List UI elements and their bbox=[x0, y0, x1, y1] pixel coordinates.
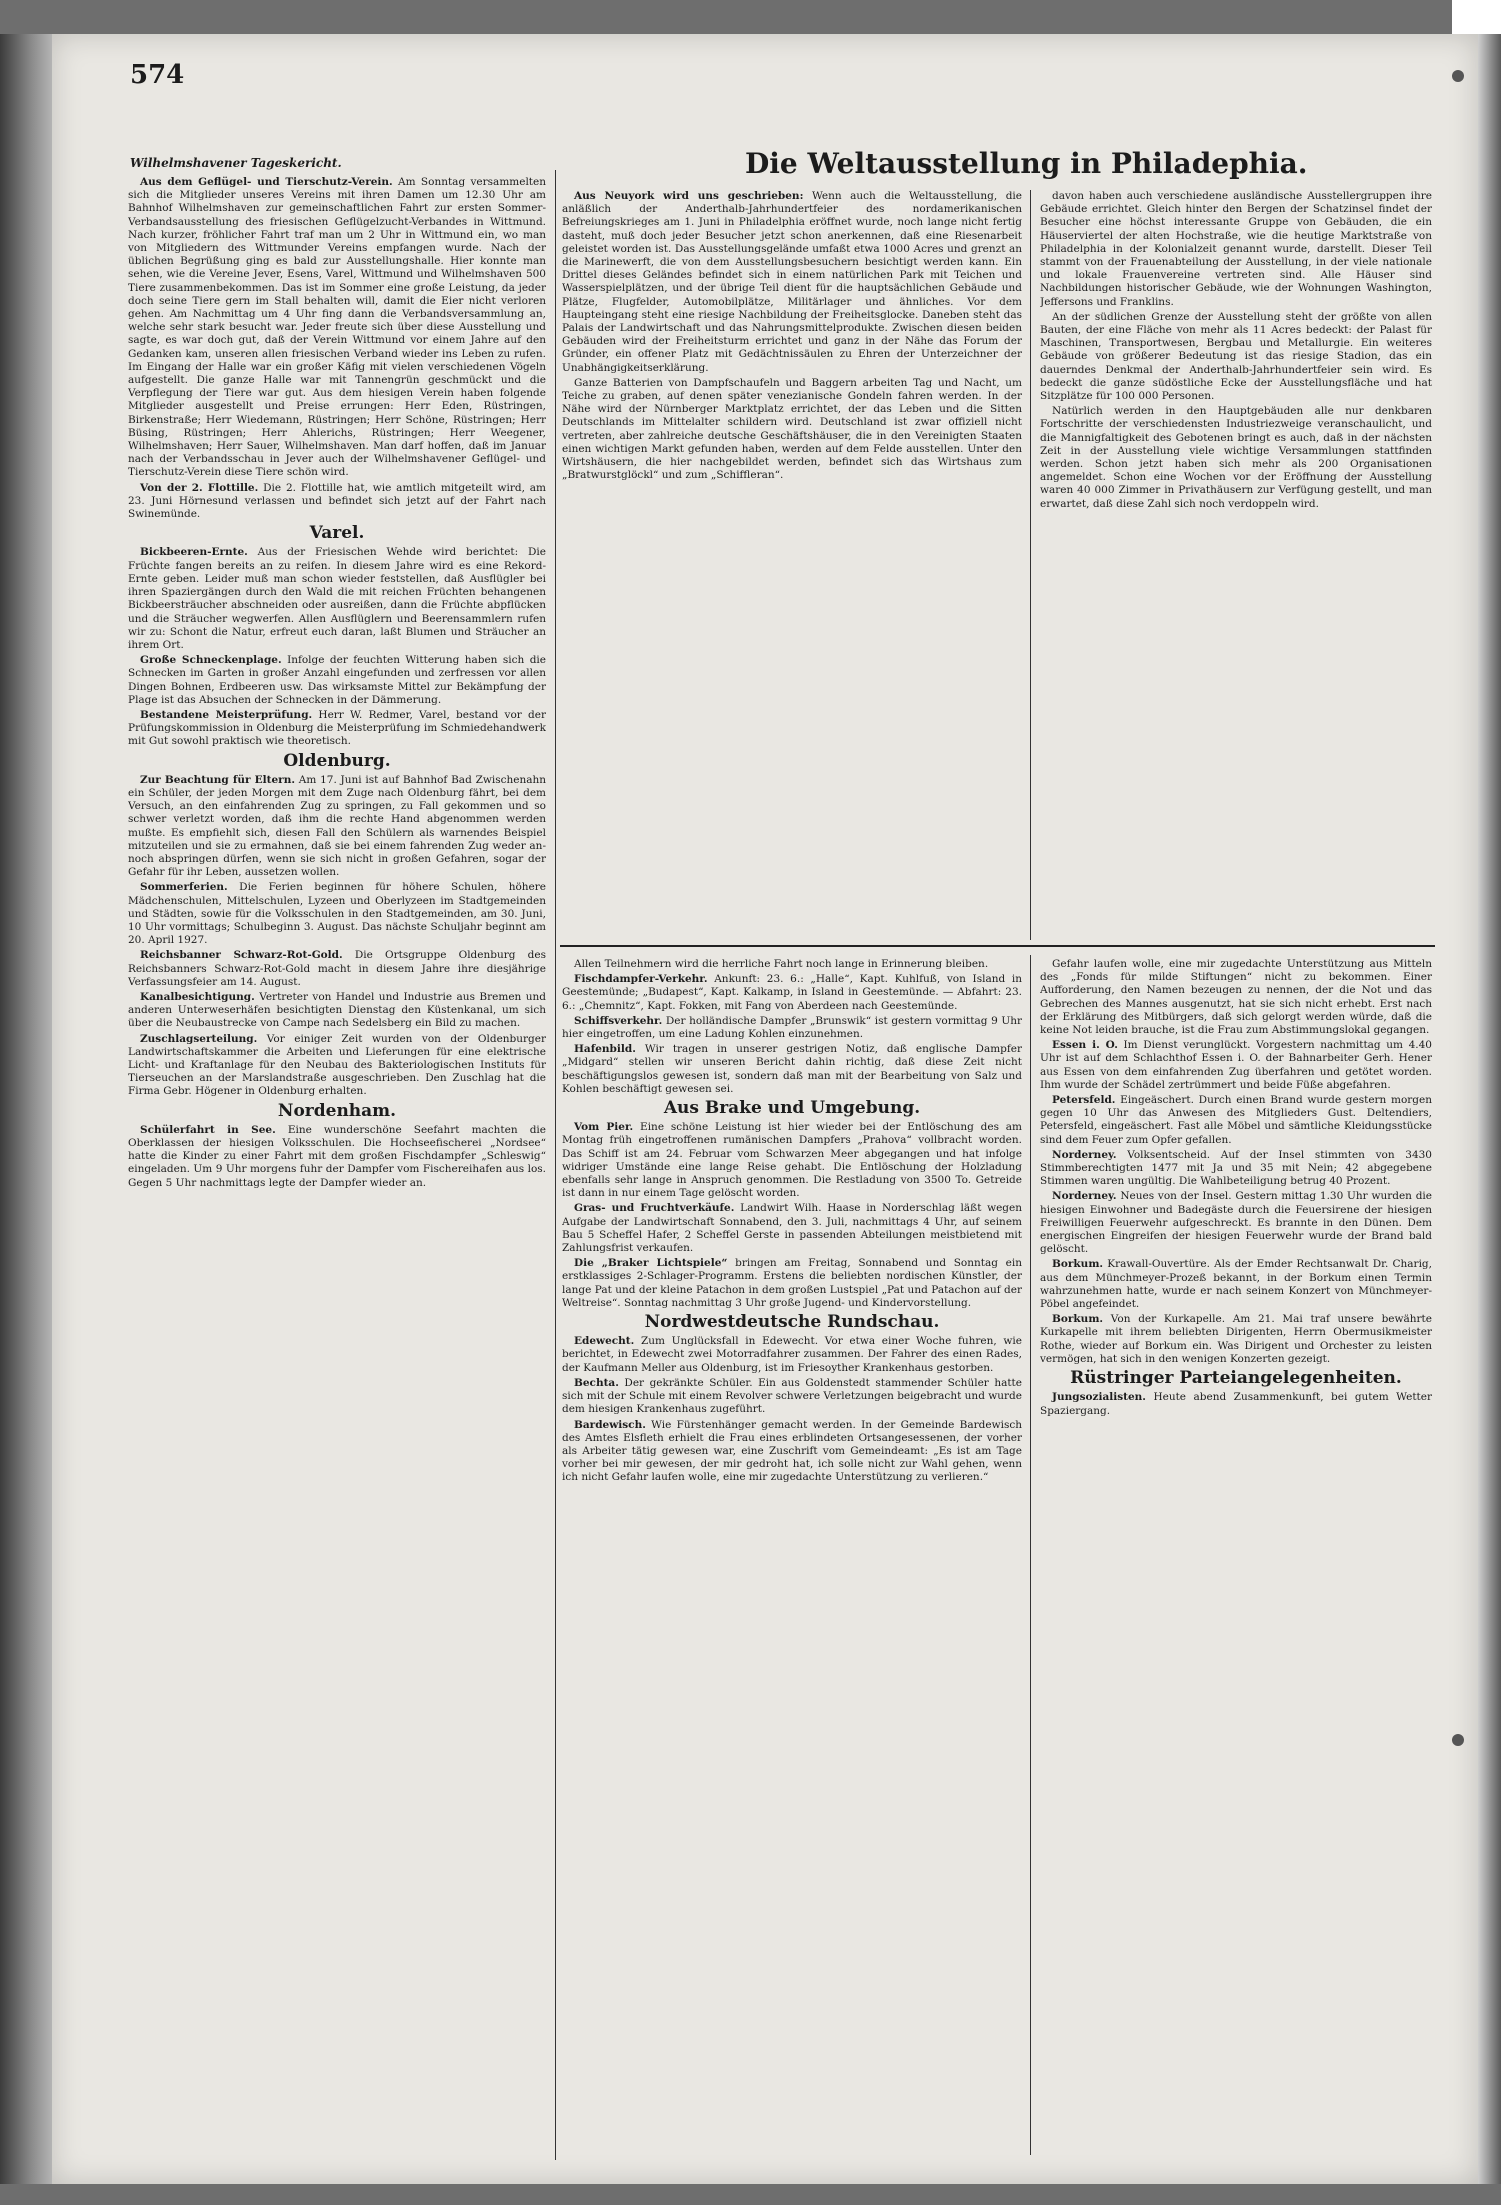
article-lead: Gras- und Fruchtverkäufe. bbox=[574, 1202, 735, 1215]
article-text: Im Dienst verunglückt. Vorgestern nachmittag um 4.40 Uhr ist auf dem Schlachthof Essen i. O. der Bahnarbeiter Gerh. Hener aus Essen von dem einfahrenden Zug überfahren und getötet worden. Ihm wurde der Schädel zertrümmert und beide Füße abgefahren. bbox=[1040, 1039, 1432, 1091]
headline-main: Die Weltausstellung in Philadephia. bbox=[745, 147, 1308, 180]
article-paragraph bbox=[128, 991, 546, 1031]
article-lead: Edewecht. bbox=[574, 1335, 635, 1348]
article-lead: Norderney. bbox=[1052, 1148, 1117, 1161]
middle-bottom-column bbox=[562, 958, 1022, 2158]
article-paragraph bbox=[128, 709, 546, 749]
article-text: Vertreter von Handel und Industrie aus Bremen und anderen Unterweserhäfen besichtigten Dienstag den Küstenkanal, um sich über die Neubaustrecke von Campe nach Sedelsberg ein Bild zu machen. bbox=[128, 990, 546, 1030]
article-lead: Kanalbesichtigung. bbox=[140, 990, 255, 1003]
column-rule bbox=[1030, 955, 1031, 2155]
article-text: Wenn auch die Weltausstellung, die anläßlich der Anderthalb-Jahrhundertfeier des nordamerikanischen Befreiungskrieges am 1. Juni in Philadelphia eröffnet wurde, noch lange nicht fertig dasteht, muß doch jeder Besucher jetzt schon anerkennen, daß eine Riesenarbeit geleistet worden ist. Das Ausstellungsgelände umfaßt etwa 1000 Acres und grenzt an die Marinewerft, die von dem Ausstellungsbesuchern besichtigt werden kann. Ein Drittel dieses Geländes befindet sich in einem natürlichen Park mit Teichen und Wasserspielplätzen, und der übrige Teil dient für die hauptsächlichen Gebäude und Plätze, Flugfelder, Automobilplätze, Militärlager und ähnliches. Vor dem Haupteingang steht eine riesige Nachbildung der Freiheitsglocke. Daneben steht das Palais der Landwirtschaft und das Nahrungsmittelprodukte. Zwischen diesen beiden Gebäuden wird der Freiheitsturm errichtet und ganz in der Nähe das Forum der Gründer, ein offener Platz mit Gedächtnissäulen zu Ehren der Unterzeichner der Unabhängigkeitserklärung. bbox=[562, 190, 1022, 374]
article-text: Eine schöne Leistung ist hier wieder bei der Entlöschung des am Montag früh eingetroffenen rumänischen Dampfers „Prahova“ vollbracht worden. Das Schiff ist am 24. Februar vom Schwarzen Meer abgegangen und hat infolge widriger Umstände eine lange Reise gehabt. Die Entlöschung der Holzladung ebenfalls sehr lange in Anspruch genommen. Die Restladung von 3500 To. Getreide ist dann in nur einem Tage gelöscht worden. bbox=[562, 1121, 1022, 1200]
article-paragraph bbox=[1040, 1094, 1432, 1147]
article-text: Eingeäschert. Durch einen Brand wurde gestern morgen gegen 10 Uhr das Anwesen des Mitglieders Gust. Deltendiers, Petersfeld, eingeäschert. Fast alle Möbel und sämtliche Kleidungsstücke sind dem Feuer zum Opfer gefallen. bbox=[1040, 1094, 1432, 1146]
article-text: Am Sonntag versammelten sich die Mitglieder unseres Vereins mit ihren Damen um 12.30 Uhr am Bahnhof Wilhelmshaven zur gemeinschaftlichen Fahrt zur ersten Sommer-Verbandsausstellung des friesischen Geflügelzucht-Verbandes in Wittmund. Nach kurzer, fröhlicher Fahrt traf man um 2 Uhr in Wittmund ein, wo man von Mitgliedern des Wittmunder Vereins empfangen wurde. Nach der üblichen Begrüßung ging es bald zur Ausstellungshalle. Hier konnte man sehen, wie die Vereine Jever, Esens, Varel, Wittmund und Wilhelmshaven 500 Tiere zusammenbekommen. Das ist im Sommer eine große Leistung, da jeder doch seine Tiere gern im Stall behalten will, damit die Eier nicht verloren gehen. Am Nachmittag um 4 Uhr fing dann die Verbandsversammlung an, welche sehr stark besucht war. Jeder freute sich über diese Ausstellung und sagte, es war doch gut, daß der Verein Wittmund vor einem Jahre auf den Gedanken kam, unseren allen friesischen Verband wieder ins Leben zu rufen. Im Eingang der Halle war ein großer Käfig mit vielen verschiedenen Vögeln aufgestellt. Die ganze Halle war mit Tannengrün geschmückt und die Verpflegung der Tiere war gut. Aus dem hiesigen Verein haben folgende Mitglieder ausgestellt und Preise errungen: Herr Eden, Rüstringen, Birkenstraße; Herr Wiedemann, Rüstringen; Herr Schöne, Rüstringen; Herr Büsing, Rüstringen; Herr Ahlerichs, Rüstringen; Herr Weegener, Wilhelmshaven; Herr Sauer, Wilhelmshaven. Man darf hoffen, daß im Januar nach der Verbandsschau in Jever auch der Wilhelmshavener Geflügel- und Tierschutz-Verein diese Tiere schön wird. bbox=[128, 176, 546, 479]
article-paragraph bbox=[128, 546, 546, 652]
article-text: Ankunft: 23. 6.: „Halle“, Kapt. Kuhlfuß, von Island in Geestemünde; „Budapest“, Kapt. Kalkamp, in Island in Geestemünde. — Abfahrt: 23. 6.: „Chemnitz“, Kapt. Fokken, mit Fang von Aberdeen nach Geestemünde. bbox=[562, 973, 1022, 1012]
article-lead: Fischdampfer-Verkehr. bbox=[574, 973, 708, 986]
article-text: Natürlich werden in den Hauptgebäuden alle nur denkbaren Fortschritte der verschiedensten Industriezweige veranschaulicht, und die Mannigfaltigkeit des Gebotenen bringt es auch, daß in der nächsten Zeit in der Ausstellung viele wichtige Versammlungen stattfinden werden. Schon jetzt haben sich mehr als 200 Organisationen angemeldet. Schon eine Wochen vor der Eröffnung der Ausstellung waren 40 000 Zimmer in Privathäusern zur Verfügung gestellt, und man erwartet, daß diese Zahl sich noch verdoppeln wird. bbox=[1040, 405, 1432, 510]
article-lead: Reichsbanner Schwarz-Rot-Gold. bbox=[140, 949, 343, 962]
article-text: Vor einiger Zeit wurden von der Oldenburger Landwirtschaftskammer die Arbeiten und Lieferungen für eine elektrische Licht- und Kraftanlage für den Neubau des Bakteriologischen Instituts für Tierseuchen an der Marslandstraße ausgeschrieben. Den Zuschlag hat die Firma Gebr. Högener in Oldenburg erhalten. bbox=[128, 1032, 546, 1098]
scan-margin bbox=[1452, 0, 1501, 34]
section-rule bbox=[560, 945, 1435, 947]
article-text: Die 2. Flottille hat, wie amtlich mitgeteilt wird, am 23. Juni Hörnesund verlassen und befindet sich jetzt auf der Fahrt nach Swinemünde. bbox=[128, 481, 546, 521]
article-paragraph bbox=[1040, 1258, 1432, 1311]
middle-top-column bbox=[562, 190, 1022, 938]
article-text: Ganze Batterien von Dampfschaufeln und Baggern arbeiten Tag und Nacht, um Teiche zu graben, auf denen später venezianische Gondeln fahren werden. In der Nähe wird der Nürnberger Marktplatz errichtet, der das Leben und die Sitten Deutschlands im Mittelalter schildern wird. Deutschland ist zwar offiziell nicht vertreten, aber zahlreiche deutsche Geschäftshäuser, die in den Vereinigten Staaten einen wichtigen Markt gefunden haben, werden auf dem Felde ausstellen. Unter den Wirtshäusern, die hier nachgebildet werden, befindet sich das Wirtshaus zum „Bratwurstglöckl“ und zum „Schiffleran“. bbox=[562, 376, 1022, 482]
article-lead: Bechta. bbox=[574, 1376, 619, 1389]
article-paragraph bbox=[1040, 311, 1432, 403]
article-paragraph bbox=[1040, 1149, 1432, 1189]
article-text: An der südlichen Grenze der Ausstellung steht der größte von allen Bauten, der eine Fläche von mehr als 11 Acres bedeckt: der Palast für Maschinen, Transportwesen, Bergbau und Metallurgie. Ein weiteres Gebäude von größerer Bedeutung ist das riesige Stadion, das ein dauerndes Denkmal der Anderthalb-Jahrhundertfeier sein wird. Es bedeckt die ganze südöstliche Ecke der Ausstellungsfläche und hat Sitzplätze für 100 000 Personen. bbox=[1040, 310, 1432, 403]
article-text: Aus der Friesischen Wehde wird berichtet: Die Früchte fangen bereits an zu reifen. In diesem Jahre wird es eine Rekord-Ernte geben. Leider muß man schon wieder feststellen, daß Ausflügler bei ihren Spaziergängen durch den Wald die mit reichen Früchten behangenen Bickbeersträucher abschneiden oder ausreißen, dann die Früchte abpflücken und die Sträucher wegwerfen. Allen Ausflüglern und Beerensammlern rufen wir zu: Schont die Natur, erfreut euch daran, laßt Blumen und Sträucher an ihrem Ort. bbox=[128, 546, 546, 651]
article-lead: Bardewisch. bbox=[574, 1418, 646, 1431]
article-paragraph bbox=[1040, 1039, 1432, 1092]
article-lead: Große Schneckenplage. bbox=[140, 654, 282, 667]
article-text: Eine wunderschöne Seefahrt machten die Oberklassen der hiesigen Volksschulen. Die Hochseefischerei „Nordsee“ hatte die Kinder zu einer Fahrt mit dem großen Fischdampfer „Schleswig“ eingeladen. Um 9 Uhr morgens fuhr der Dampfer vom Fischereihafen aus los. Gegen 5 Uhr nachmittags legte der Dampfer wieder an. bbox=[128, 1123, 546, 1189]
section-heading: Nordenham. bbox=[277, 1100, 397, 1121]
article-text: bringen am Freitag, Sonnabend und Sonntag ein erstklassiges 2-Schlager-Programm. Erstens die beliebten nordischen Künstler, der lange Pat und der kleine Patachon in dem großen Lustspiel „Pat und Patachon auf der Weltreise“. Sonntag nachmittag 3 Uhr große Jugend- und Kindervorstellung. bbox=[562, 1257, 1022, 1309]
article-text: Wir tragen in unserer gestrigen Notiz, daß englische Dampfer „Midgard“ stellen wir unseren Bericht dahin richtig, daß diese Zeit nicht beschäftigungslos gewesen ist, sondern daß man mit der Bearbeitung von Salz und Kohlen beschäftigt gewesen sei. bbox=[562, 1043, 1022, 1095]
article-lead: Zuschlagserteilung. bbox=[140, 1032, 258, 1045]
article-paragraph bbox=[1040, 1190, 1432, 1256]
article-lead: Borkum. bbox=[1052, 1313, 1104, 1326]
article-text: davon haben auch verschiedene ausländische Ausstellergruppen ihre Gebäude errichtet. Gleich hinter den Bergen der Schatzinsel findet der Besucher eine höchst interessante Gruppe von Gebäuden, die ein Häuserviertel der alten Hochstraße, wie die heutige Marktstraße von Philadelphia in der Kolonialzeit genannt wurde, darstellt. Dieser Teil stammt von der Frauenabteilung der Ausstellung, in der viele nationale und lokale Frauenvereine vertreten sind. Alle Häuser sind Nachbildungen historischer Gebäude, wie der Wohnungen Washington, Jeffersons und Franklins. bbox=[1040, 190, 1432, 308]
article-text: Von der Kurkapelle. Am 21. Mai traf unsere bewährte Kurkapelle mit ihrem beliebten Dirigenten, Herrn Obermusikmeister Rothe, wieder auf Borkum ein. Was Dirigent und Orchester zu leisten vermögen, hat sich in den wenigen Konzerten gezeigt. bbox=[1040, 1313, 1432, 1365]
article-text: Der gekränkte Schüler. Ein aus Goldenstedt stammender Schüler hatte sich mit der Schule mit einem Revolver schwere Verletzungen beigebracht und wurde dem hiesigen Krankenhaus zugeführt. bbox=[562, 1376, 1022, 1416]
article-lead: Aus Neuyork wird uns geschrieben: bbox=[574, 190, 804, 202]
article-paragraph bbox=[128, 654, 546, 707]
article-paragraph bbox=[1040, 958, 1432, 1037]
article-paragraph bbox=[562, 1257, 1022, 1310]
left-column bbox=[128, 176, 546, 2166]
page-number: 574 bbox=[130, 60, 185, 90]
column-rule bbox=[555, 170, 556, 2160]
article-text: Allen Teilnehmern wird die herrliche Fahrt noch lange in Erinnerung bleiben. bbox=[574, 958, 989, 970]
article-lead: Petersfeld. bbox=[1052, 1094, 1116, 1107]
punch-hole bbox=[1452, 70, 1464, 82]
section-heading: Nordwestdeutsche Rundschau. bbox=[644, 1312, 940, 1333]
running-head: Wilhelmshavener Tageskericht. bbox=[130, 156, 342, 170]
article-paragraph bbox=[562, 1043, 1022, 1096]
article-paragraph bbox=[562, 973, 1022, 1013]
section-heading: Aus Brake und Umgebung. bbox=[663, 1098, 921, 1119]
article-text: Gefahr laufen wolle, eine mir zugedachte Unterstützung aus Mitteln des „Fonds für milde Stiftungen“ nicht zu bekommen. Einer Aufforderung, den Namen bezeugen zu nennen, der die Not und das Gebrechen des Mannes ausgenutzt, hat sie sich nicht erhebt. Erst nach der Erklärung des Mitbürgers, daß sich gelorgt werden würde, daß die keine Not leiden brauche, ist die Frau zum Abstimmungslokal gegangen. bbox=[1040, 958, 1432, 1037]
page-edge bbox=[1478, 34, 1501, 2184]
article-lead: Schülerfahrt in See. bbox=[140, 1123, 276, 1136]
section-heading: Rüstringer Parteiangelegenheiten. bbox=[1070, 1368, 1402, 1389]
article-text: Die Ortsgruppe Oldenburg des Reichsbanners Schwarz-Rot-Gold macht in diesem Jahre ihre diesjährige Verfassungsfeier am 14. August. bbox=[128, 949, 546, 988]
column-rule bbox=[1030, 190, 1031, 940]
article-text: Landwirt Wilh. Haase in Norderschlag läßt wegen Aufgabe der Landwirtschaft Sonnabend, den 3. Juli, nachmittags 4 Uhr, auf seinem Bau 5 Scheffel Hafer, 2 Scheffel Gerste in passenden Abteilungen meistbietend mit Zahlungsfrist verkaufen. bbox=[562, 1202, 1022, 1255]
article-lead: Bestandene Meisterprüfung. bbox=[140, 708, 313, 721]
right-top-column bbox=[1040, 190, 1432, 938]
article-lead: Die „Braker Lichtspiele“ bbox=[574, 1257, 728, 1270]
article-paragraph bbox=[562, 1419, 1022, 1485]
article-paragraph bbox=[128, 1033, 546, 1099]
article-paragraph bbox=[562, 1335, 1022, 1375]
article-paragraph bbox=[562, 377, 1022, 483]
article-paragraph bbox=[1040, 1391, 1432, 1417]
right-bottom-column bbox=[1040, 958, 1432, 2158]
article-paragraph bbox=[128, 881, 546, 947]
article-paragraph bbox=[562, 958, 1022, 971]
section-heading: Oldenburg. bbox=[283, 750, 391, 771]
article-paragraph bbox=[562, 1377, 1022, 1417]
article-text: Herr W. Redmer, Varel, bestand vor der Prüfungskommission in Oldenburg die Meisterprüfung im Schmiedehandwerk mit Gut sowohl praktisch wie theoretisch. bbox=[128, 708, 546, 748]
article-lead: Jungsozialisten. bbox=[1052, 1391, 1146, 1404]
article-text: Die Ferien beginnen für höhere Schulen, höhere Mädchenschulen, Mittelschulen, Lyzeen und Oberlyzeen im Stadtgemeinden und Städten, sowie für die Volksschulen in den Stadtgemeinden, am 30. Juni, 10 Uhr vormittags; Schulbeginn 3. August. Das nächste Schuljahr beginnt am 20. April 1927. bbox=[128, 881, 546, 947]
article-lead: Norderney. bbox=[1052, 1190, 1117, 1203]
article-text: Neues von der Insel. Gestern mittag 1.30 Uhr wurden die hiesigen Einwohner und Badegäste durch die Feuersirene der hiesigen Freiwilligen Feuerwehr aufgeschreckt. Es brannte in den Dünen. Dem energischen Eingreifen der hiesigen Feuerwehr wurde der Brand bald gelöscht. bbox=[1040, 1190, 1432, 1256]
article-paragraph bbox=[1040, 1313, 1432, 1366]
section-heading: Varel. bbox=[309, 523, 365, 544]
article-paragraph bbox=[128, 482, 546, 522]
article-lead: Borkum. bbox=[1052, 1258, 1104, 1271]
article-paragraph bbox=[128, 176, 546, 480]
article-text: Am 17. Juni ist auf Bahnhof Bad Zwischenahn ein Schüler, der jeden Morgen mit dem Zuge nach Oldenburg fährt, bei dem Versuch, an den einfahrenden Zug zu springen, zu Fall gekommen und so schwer verletzt worden, daß ihm die rechte Hand abgenommen werden mußte. Es empfiehlt sich, diesen Fall den Schülern als warnendes Beispiel mitzuteilen und sie zu ermahnen, daß sie bei einem fahrenden Zug weder an- noch abspringen dürfen, wenn sie sich nicht in großen Gefahren, sogar der Gefahr für ihr Leben, aussetzen wollen. bbox=[128, 773, 546, 879]
article-text: Krawall-Ouvertüre. Als der Emder Rechtsanwalt Dr. Charig, aus dem Münchmeyer-Prozeß bekannt, in der Borkum einen Termin wahrzunehmen hatte, wurde er nach seinem Konzert von Münchmeyer-Pöbel angefeindet. bbox=[1040, 1258, 1432, 1311]
article-text: Heute abend Zusammenkunft, bei gutem Wetter Spaziergang. bbox=[1040, 1391, 1432, 1417]
punch-hole bbox=[1452, 1734, 1464, 1746]
article-paragraph bbox=[562, 1202, 1022, 1255]
book-binding bbox=[0, 34, 52, 2184]
article-lead: Schiffsverkehr. bbox=[574, 1014, 663, 1027]
article-paragraph bbox=[128, 949, 546, 989]
article-text: Infolge der feuchten Witterung haben sich die Schnecken im Garten in großer Anzahl eingefunden und zerfressen vor allen Dingen Bohnen, Erdbeeren usw. Das wirksamste Mittel zur Bekämpfung der Plage ist das Absuchen der Schnecken in der Dämmerung. bbox=[128, 654, 546, 706]
article-lead: Zur Beachtung für Eltern. bbox=[140, 773, 295, 786]
article-lead: Von der 2. Flottille. bbox=[140, 481, 259, 494]
article-lead: Hafenbild. bbox=[574, 1043, 636, 1056]
article-paragraph bbox=[1040, 405, 1432, 511]
article-paragraph bbox=[128, 1124, 546, 1190]
article-lead: Sommerferien. bbox=[140, 881, 228, 894]
article-text: Der holländische Dampfer „Brunswik“ ist gestern vormittag 9 Uhr hier eingetroffen, um eine Ladung Kohlen einzunehmen. bbox=[562, 1014, 1022, 1041]
article-lead: Vom Pier. bbox=[574, 1121, 634, 1134]
article-paragraph bbox=[562, 1015, 1022, 1041]
article-lead: Bickbeeren-Ernte. bbox=[140, 546, 248, 559]
article-paragraph bbox=[1040, 190, 1432, 309]
article-lead: Essen i. O. bbox=[1052, 1039, 1118, 1052]
article-paragraph bbox=[128, 774, 546, 880]
article-lead: Aus dem Geflügel- und Tierschutz-Verein. bbox=[140, 176, 393, 188]
article-paragraph bbox=[562, 190, 1022, 375]
article-text: Zum Unglücksfall in Edewecht. Vor etwa einer Woche fuhren, wie berichtet, in Edewecht zwei Motorradfahrer zusammen. Der Fahrer des einen Rades, der Kaufmann Meller aus Oldenburg, ist im Friesoyther Krankenhaus gestorben. bbox=[562, 1335, 1022, 1374]
article-text: Volksentscheid. Auf der Insel stimmten von 3430 Stimmberechtigten 1477 mit Ja und 35 mit Nein; 42 abgegebene Stimmen waren ungültig. Die Wahlbeteiligung betrug 40 Prozent. bbox=[1040, 1148, 1432, 1188]
article-paragraph bbox=[562, 1121, 1022, 1200]
article-text: Wie Fürstenhänger gemacht werden. In der Gemeinde Bardewisch des Amtes Elsfleth erhielt die Frau eines erblindeten Ortsangesessenen, der vorher als Arbeiter tätig gewesen war, eine Zuschrift vom Gemeindeamt: „Es ist am Tage vorher bei mir gewesen, der mir gedroht hat, ich solle nicht zur Wahl gehen, wenn ich nicht Gefahr laufen wolle, eine mir zugedachte Unterstützung zu verlieren.“ bbox=[562, 1418, 1022, 1484]
